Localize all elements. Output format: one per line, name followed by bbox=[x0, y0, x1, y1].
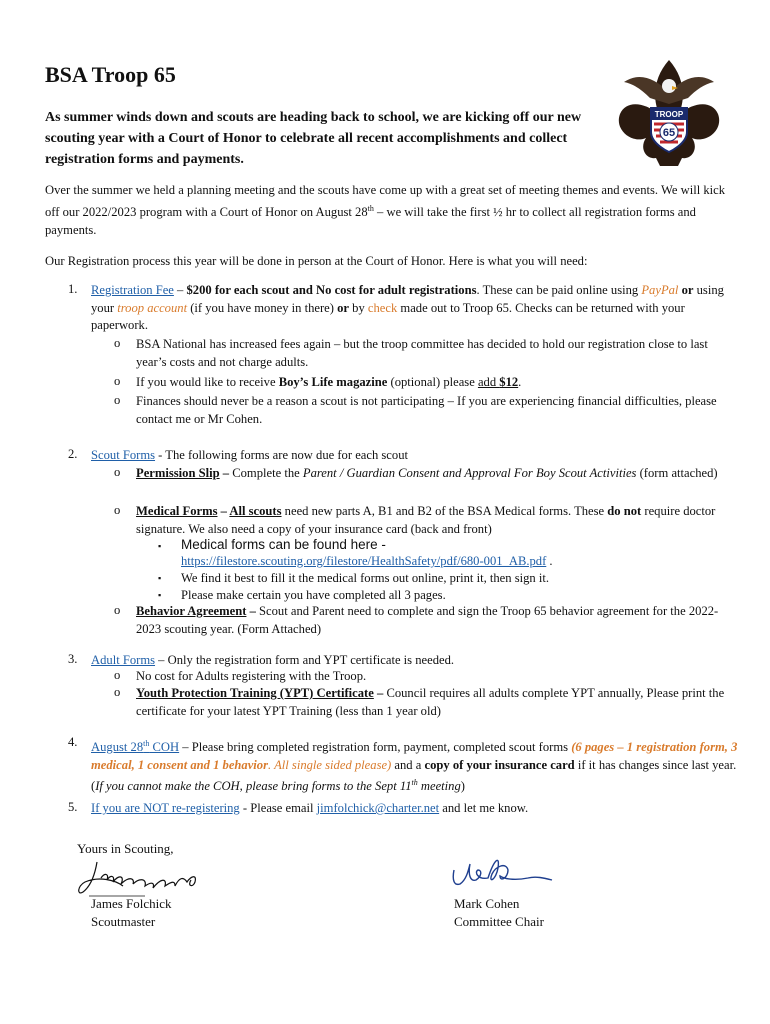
item-number: 3. bbox=[68, 652, 78, 666]
scout-forms-item: Scout Forms - The following forms are now due for each scout bbox=[91, 448, 408, 462]
medical-link-item: Medical forms can be found here - https://filestore.scouting.org/filestore/HealthSafety/pdf/680-001_AB.pdf . bbox=[181, 537, 553, 568]
right-signer-name: Mark Cohen bbox=[454, 896, 520, 911]
coh-item: August 28th COH – Please bring completed registration form, payment, completed scout forms (6 pages – 1 registration form, 3 medical, 1 consent and 1 behavior. All single sided please) and a copy of your insurance card if it has changes since last year. (If you cannot make the COH, please bring forms to the Sept 11th meeting) bbox=[91, 739, 738, 794]
behavior-agreement-item: Behavior Agreement – Scout and Parent need to complete and sign the Troop 65 behavior agreement for the 2022-2023 scouting year. (Form Attached) bbox=[136, 604, 719, 636]
ypt-item: Youth Protection Training (YPT) Certificate – Council requires all adults complete YPT annually, Please print the certificate for your latest YPT Training (less than 1 year old) bbox=[136, 686, 725, 718]
circle-bullet: o bbox=[114, 603, 121, 617]
fee-note-3: Finances should never be a reason a scout is not participating – If you are experiencing financial difficulties, please contact me or Mr Cohen. bbox=[136, 394, 717, 426]
medical-tip-1: We find it best to fill it the medical forms out online, print it, then sign it. bbox=[181, 571, 549, 585]
item-number: 1. bbox=[68, 282, 78, 296]
logo-troop-text: TROOP bbox=[654, 110, 684, 119]
troop-logo bbox=[614, 52, 724, 172]
registration-fee-link[interactable]: Registration Fee bbox=[91, 283, 174, 297]
coh-link[interactable]: August 28th COH bbox=[91, 739, 180, 755]
summer-paragraph: Over the summer we held a planning meeting and the scouts have come up with a great set of meeting themes and events. We will kick off our 2022/2023 program with a Court of Honor on August 28th – we will take the first ½ hr to collect all registration forms and payments. bbox=[45, 183, 726, 238]
circle-bullet: o bbox=[114, 465, 121, 479]
item-number: 4. bbox=[68, 735, 78, 749]
troop-account-text: troop account bbox=[117, 300, 188, 315]
adult-forms-link[interactable]: Adult Forms bbox=[91, 653, 156, 667]
square-bullet: ▪ bbox=[158, 541, 162, 551]
medical-forms-item: Medical Forms – All scouts need new parts A, B1 and B2 of the BSA Medical forms. These do not require doctor signature. We also need a copy of your insurance card (back and front) bbox=[136, 504, 716, 536]
left-signer-name: James Folchick bbox=[91, 896, 172, 911]
signature-mark bbox=[448, 850, 558, 894]
registration-fee-item: Registration Fee – $200 for each scout and No cost for adult registrations. These can be paid online using PayPal or using your troop account (if you have money in there) or by check made out to Troop 65. Checks can be returned with your paperwork. bbox=[91, 283, 724, 332]
left-signer-role: Scoutmaster bbox=[91, 914, 156, 929]
adult-note-1: No cost for Adults registering with the Troop. bbox=[136, 669, 367, 683]
circle-bullet: o bbox=[114, 668, 121, 682]
medical-forms-url[interactable]: https://filestore.scouting.org/filestore/HealthSafety/pdf/680-001_AB.pdf bbox=[181, 554, 547, 568]
circle-bullet: o bbox=[114, 336, 121, 350]
scout-forms-link[interactable]: Scout Forms bbox=[91, 448, 156, 462]
item-number: 2. bbox=[68, 447, 78, 461]
square-bullet: ▪ bbox=[158, 573, 162, 583]
adult-forms-item: Adult Forms – Only the registration form and YPT certificate is needed. bbox=[91, 653, 455, 667]
circle-bullet: o bbox=[114, 374, 121, 388]
paypal-text: PayPal bbox=[641, 283, 679, 297]
permission-slip-item: Permission Slip – Complete the Parent / Guardian Consent and Approval For Boy Scout Activities (form attached) bbox=[136, 466, 718, 480]
logo-number-text: 65 bbox=[662, 127, 676, 139]
fee-note-1: BSA National has increased fees again – but the troop committee has decided to hold our registration close to last year’s costs and not charge adults. bbox=[136, 337, 708, 369]
process-paragraph: Our Registration process this year will be done in person at the Court of Honor. Here is what you will need: bbox=[45, 254, 588, 268]
signature-james bbox=[75, 856, 205, 900]
circle-bullet: o bbox=[114, 393, 121, 407]
item-number: 5. bbox=[68, 800, 78, 814]
intro-paragraph: As summer winds down and scouts are heading back to school, we are kicking off our new scouting year with a Court of Honor to celebrate all recent accomplishments and collect registration forms and payments. bbox=[45, 110, 582, 167]
medical-tip-2: Please make certain you have completed all 3 pages. bbox=[181, 588, 446, 602]
right-signer-role: Committee Chair bbox=[454, 914, 544, 929]
check-text: check bbox=[367, 300, 398, 315]
square-bullet: ▪ bbox=[158, 590, 162, 600]
not-registering-link[interactable]: If you are NOT re-registering bbox=[91, 801, 240, 815]
page-title: BSA Troop 65 bbox=[45, 62, 176, 87]
not-registering-item: If you are NOT re-registering - Please email jimfolchick@charter.net and let me know. bbox=[91, 801, 529, 815]
circle-bullet: o bbox=[114, 685, 121, 699]
fee-note-2: If you would like to receive Boy’s Life magazine (optional) please add $12. bbox=[136, 375, 522, 389]
email-link[interactable]: jimfolchick@charter.net bbox=[316, 801, 440, 815]
circle-bullet: o bbox=[114, 503, 121, 517]
closing-text: Yours in Scouting, bbox=[77, 841, 174, 856]
